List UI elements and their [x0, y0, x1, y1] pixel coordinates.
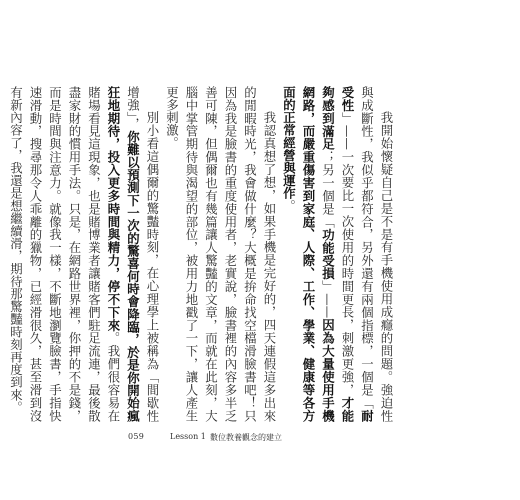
text-run: 。: [281, 199, 297, 213]
lesson-title: 數位教養觀念的建立: [210, 433, 282, 442]
lesson-label: Lesson 1: [170, 432, 206, 441]
text-run: 」——一次要比一次使用的時間更長，刺激更強，: [340, 111, 355, 397]
bold-text-run: 功能受損: [320, 228, 336, 281]
text-run: ；另一個是「: [320, 150, 336, 229]
text-run: 別小看這偶爾的驚豔時刻，在心理學上被稱為「間歇性增強」，: [125, 86, 160, 422]
text-run: 」——: [320, 280, 336, 319]
paragraph: [6, 86, 162, 422]
text-run: 。我們很容易在賭場看見這現象，也是賭博業者讓賭客們駐足流連，最後散盡家財的慣用手法。只是，在網路世界裡，你押的不是錢，而是時間與注意力。就像我一樣，不斷地瀏覽臉書，手指快速滑動，搜尋那令人乖離的獵物，已經滑很久，甚至滑到沒有新內容了，我還是想繼續滑，期待那驚豔時刻再度到來。: [8, 86, 121, 422]
paragraph: [279, 86, 396, 422]
bold-text-run: 耐受性: [340, 86, 375, 422]
bold-text-run: 才能夠感到滿足: [320, 86, 355, 423]
body-text: [8, 86, 396, 423]
paragraph: [162, 86, 279, 422]
bold-text-run: 你難以預測下一次的驚喜何時會降臨，於是你開始瘋狂地期待，投入更多時間與精力，停不下來: [106, 86, 141, 422]
text-run: 我認真想了想，如果手機是完好的，四天連假這多出來的閒暇時光，我會做什麼？大概是拚命找空檔滑臉書吧！只因為我是臉書的重度使用者，老實說，臉書裡的內容多半乏善可陳，但偶爾也有幾篇讓人驚豔的文章，而就在此刻，大腦中掌管期待與渴望的部位，被用力地戳了一下，讓人產生更多刺激。: [164, 86, 277, 422]
text-run: 我開始懷疑自己是不是有手機使用成癮的問題。強迫性與成斷性，我似乎都符合，另外還有兩個指標，一個是「: [359, 86, 394, 422]
bold-text-run: 因為大量使用手機網路，而嚴重傷害到家庭、人際、工作、學業、健康等各方面的正常經營與運作: [281, 86, 336, 423]
page-number: 059: [128, 432, 145, 441]
